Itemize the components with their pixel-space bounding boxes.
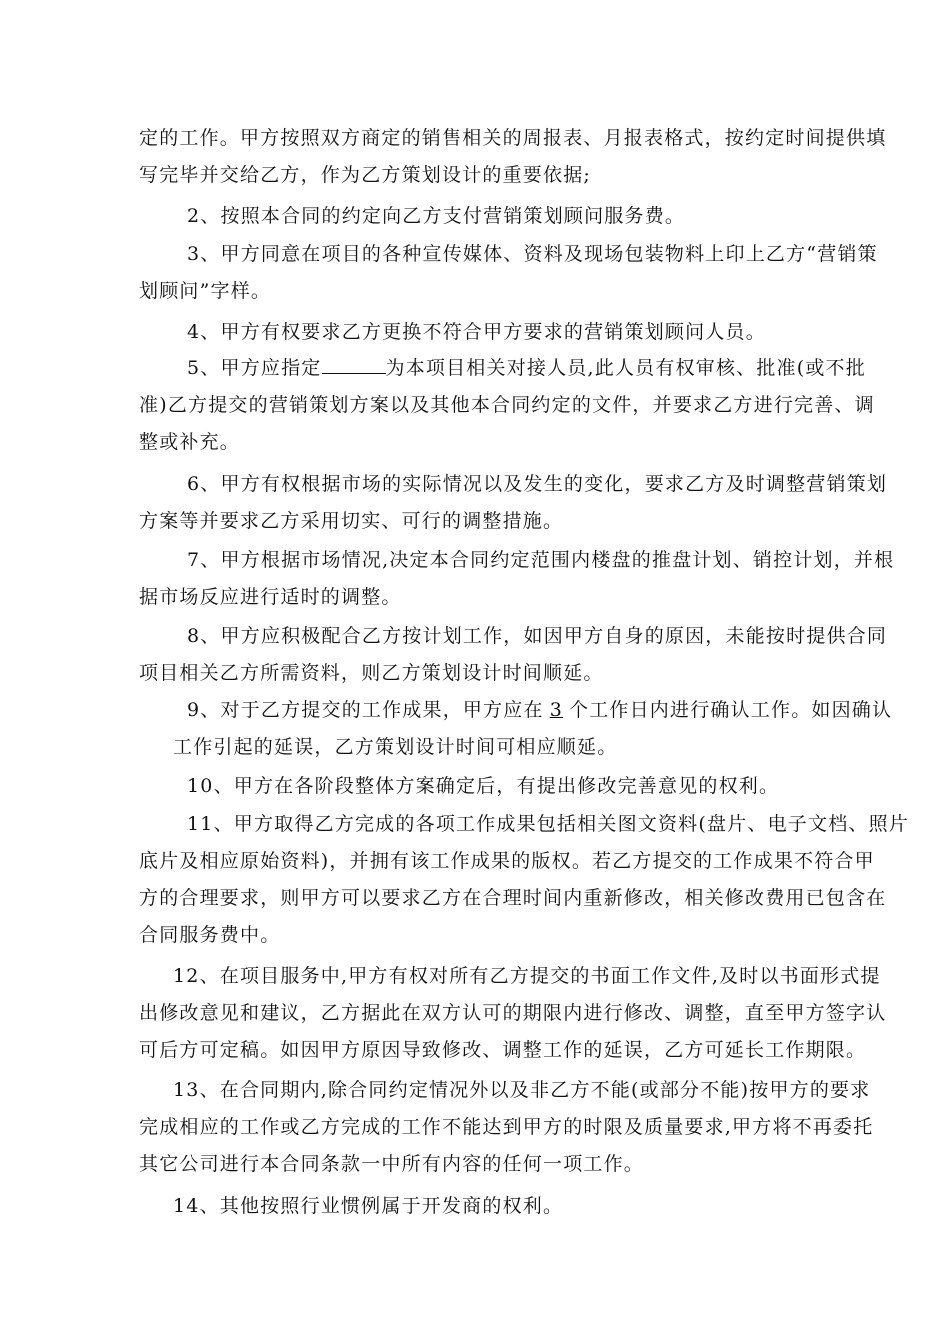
text-line: 12、在项目服务中,甲方有权对所有乙方提交的书面工作文件,及时以书面形式提 — [173, 965, 881, 987]
clause-9-text-a: 9、对于乙方提交的工作成果，甲方应在 — [187, 699, 544, 721]
clause-12 — [139, 958, 887, 1069]
clause-11 — [139, 806, 909, 954]
text-line: 据市场反应进行适时的调整。 — [139, 586, 402, 608]
text-line: 14、其他按照行业惯例属于开发商的权利。 — [173, 1195, 564, 1217]
text-line: 准)乙方提交的营销策划方案以及其他本合同约定的文件，并要求乙方进行完善、调 — [139, 394, 875, 416]
clause-13 — [139, 1072, 874, 1183]
text-line: 8、甲方应积极配合乙方按计划工作，如因甲方自身的原因，未能按时提供合同 — [187, 625, 888, 647]
clause-7 — [139, 542, 895, 616]
text-line: 工作引起的延误，乙方策划设计时间可相应顺延。 — [173, 736, 618, 758]
clause-2 — [139, 198, 839, 235]
clause-8 — [139, 618, 888, 692]
clause-9 — [139, 692, 893, 766]
clause-5 — [139, 350, 875, 461]
text-line: 3、甲方同意在项目的各种宣传媒体、资料及现场包装物料上印上乙方“营销策 — [187, 243, 878, 265]
clause-14 — [139, 1188, 839, 1225]
clause-10 — [139, 768, 839, 805]
workdays-value: 3 — [549, 699, 563, 721]
text-line: 13、在合同期内,除合同约定情况外以及非乙方不能(或部分不能)按甲方的要求 — [173, 1079, 871, 1101]
text-line: 7、甲方根据市场情况,决定本合同约定范围内楼盘的推盘计划、销控计划，并根 — [187, 549, 895, 571]
text-line: 4、甲方有权要求乙方更换不符合甲方要求的营销策划顾问人员。 — [187, 321, 766, 343]
text-line: 整或补充。 — [139, 431, 241, 453]
clause-5-text-b: 为本项目相关对接人员,此人员有权审核、批准(或不批 — [385, 357, 866, 379]
text-line: 11、甲方取得乙方完成的各项工作成果包括相关图文资料(盘片、电子文档、照片 — [187, 813, 909, 835]
clause-9-text-b: 个工作日内进行确认工作。如因确认 — [569, 699, 893, 721]
text-line: 2、按照本合同的约定向乙方支付营销策划顾问服务费。 — [187, 205, 686, 227]
text-line: 定的工作。甲方按照双方商定的销售相关的周报表、月报表格式，按约定时间提供填 — [139, 127, 887, 149]
intro-paragraph — [139, 120, 887, 194]
text-line: 其它公司进行本合同条款一中所有内容的任何一项工作。 — [139, 1153, 645, 1175]
clause-5-text-a: 5、甲方应指定 — [187, 357, 322, 379]
text-line: 6、甲方有权根据市场的实际情况以及发生的变化，要求乙方及时调整营销策划 — [187, 473, 888, 495]
clause-4 — [139, 314, 839, 351]
text-line: 划顾问”字样。 — [139, 280, 272, 302]
text-line: 出修改意见和建议，乙方据此在双方认可的期限内进行修改、调整，直至甲方签字认 — [139, 1002, 887, 1024]
text-line: 项目相关乙方所需资料，则乙方策划设计时间顺延。 — [139, 662, 604, 684]
text-line: 方案等并要求乙方采用切实、可行的调整措施。 — [139, 510, 564, 532]
text-line: 完成相应的工作或乙方完成的工作不能达到甲方的时限及质量要求,甲方将不再委托 — [139, 1116, 874, 1138]
contact-person-blank — [322, 355, 386, 374]
text-line: 底片及相应原始资料)，并拥有该工作成果的版权。若乙方提交的工作成果不符合甲 — [139, 850, 875, 872]
clause-3 — [139, 236, 878, 310]
text-line: 写完毕并交给乙方，作为乙方策划设计的重要依据; — [139, 164, 592, 186]
text-line: 合同服务费中。 — [139, 924, 281, 946]
text-line: 可后方可定稿。如因甲方原因导致修改、调整工作的延误，乙方可延长工作期限。 — [139, 1039, 867, 1061]
text-line: 10、甲方在各阶段整体方案确定后，有提出修改完善意见的权利。 — [187, 775, 780, 797]
text-line: 方的合理要求，则甲方可以要求乙方在合理时间内重新修改，相关修改费用已包含在 — [139, 887, 887, 909]
clause-6 — [139, 466, 888, 540]
